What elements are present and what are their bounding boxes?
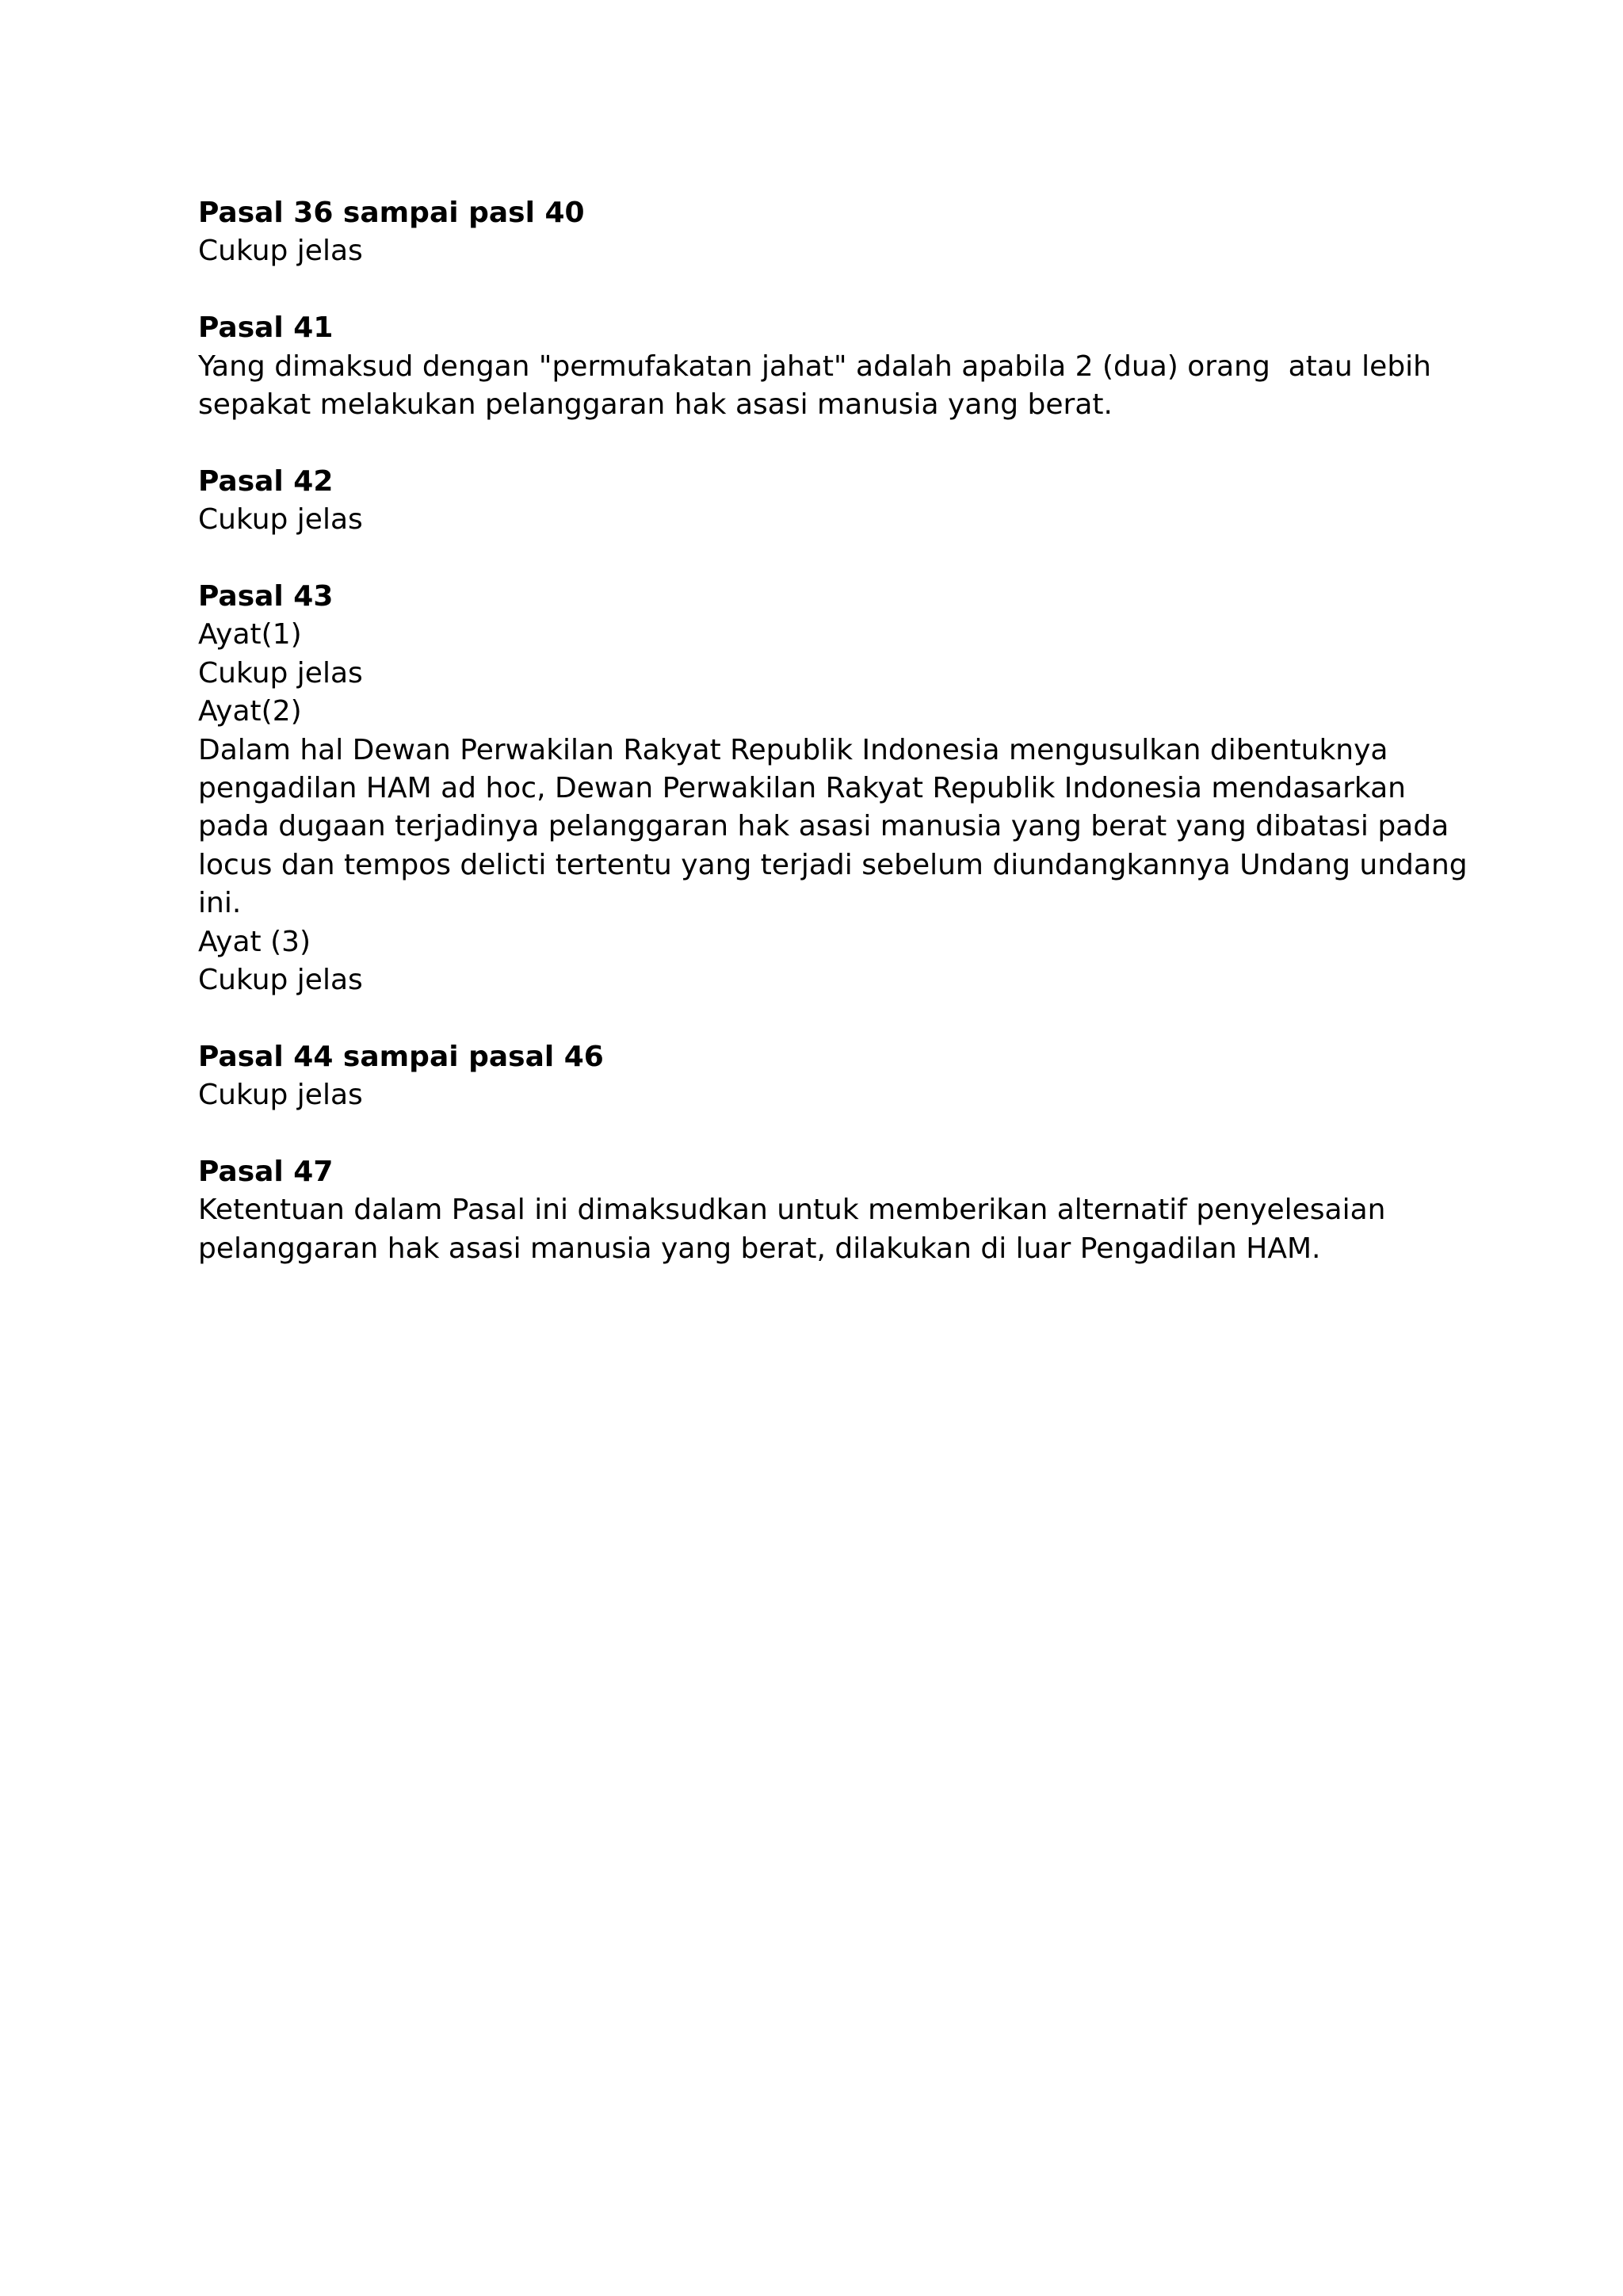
section-text: Cukup jelas [198,235,363,268]
section-heading: Pasal 42 [198,464,334,498]
document-page [198,194,1468,1307]
section-heading: Pasal 47 [198,1156,334,1189]
section-text: Cukup jelas [198,1079,363,1112]
section-text: Cukup jelas [198,503,363,537]
section-heading: Pasal 43 [198,580,334,613]
section-text: sepakat melakukan pelanggaran hak asasi manusia yang berat. [198,388,1113,422]
section-pasal-41 [198,309,1434,424]
section-text: Dalam hal Dewan Perwakilan Rakyat Republik Indonesia mengusulkan dibentuknya [198,733,1388,766]
section-text: Ketentuan dalam Pasal ini dimaksudkan untuk memberikan alternatif penyelesaian [198,1194,1386,1227]
section-pasal-43 [198,578,1468,999]
section-heading: Pasal 44 sampai pasal 46 [198,1040,604,1073]
subsection-label: Ayat(1) [198,618,302,651]
section-pasal-44-46 [198,1038,1434,1115]
section-text: pada dugaan terjadinya pelanggaran hak asasi manusia yang berat yang dibatasi pada [198,810,1449,843]
section-pasal-47 [198,1153,1434,1268]
section-text: ini. [198,887,242,920]
section-pasal-36-40 [198,194,1434,271]
section-text: pelanggaran hak asasi manusia yang berat, dilakukan di luar Pengadilan HAM. [198,1232,1321,1265]
section-text: Yang dimaksud dengan "permufakatan jahat" adalah apabila 2 (dua) orang atau lebih [198,350,1431,383]
section-pasal-42 [198,463,1434,540]
section-heading: Pasal 41 [198,311,334,345]
section-text: Cukup jelas [198,656,363,690]
section-heading: Pasal 36 sampai pasl 40 [198,197,585,229]
subsection-label: Ayat(2) [198,695,302,728]
section-text: Cukup jelas [198,964,363,997]
section-text: pengadilan HAM ad hoc, Dewan Perwakilan Rakyat Republik Indonesia mendasarkan [198,772,1406,805]
subsection-label: Ayat (3) [198,925,311,958]
section-text: locus dan tempos delicti tertentu yang terjadi sebelum diundangkannya Undang undang [198,848,1468,881]
